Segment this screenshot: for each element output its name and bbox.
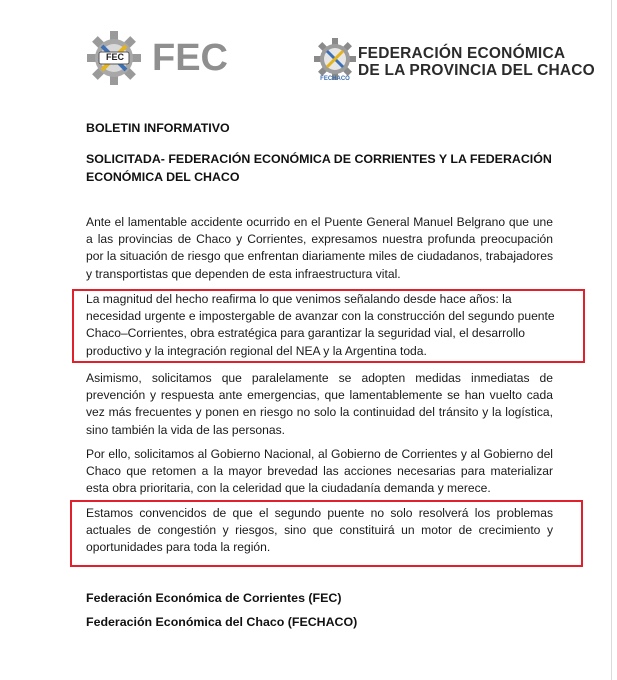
paragraph-2: La magnitud del hecho reafirma lo que venimos señalando desde hace años: la necesidad urgente e impostergable de avanzar con la construcción del segundo puente Chaco–Corrientes, obra estratégica para garantizar la seguridad vial, el desarrollo productivo y la integración regional del NEA y la Argentina toda. — [86, 292, 555, 358]
paragraph-4: Por ello, solicitamos al Gobierno Nacional, al Gobierno de Corrientes y al Gobierno del Chaco que retomen a la mayor brevedad las acciones necesarias para materializar esta obra prioritaria, con la celeridad que la ciudadanía demanda y merece. — [86, 447, 553, 496]
fechaco-gear-logo — [313, 37, 357, 81]
document-title — [86, 150, 552, 186]
document-title-line-2: ECONÓMICA DEL CHACO — [86, 170, 240, 184]
document-label: BOLETIN INFORMATIVO — [86, 121, 230, 135]
fec-badge-text: FEC — [106, 52, 124, 62]
signature-fechaco: Federación Económica del Chaco (FECHACO) — [86, 615, 358, 629]
signature-fec: Federación Económica de Corrientes (FEC) — [86, 591, 342, 605]
fechaco-logo-text — [358, 45, 595, 79]
paragraph-1: Ante el lamentable accidente ocurrido en el Puente General Manuel Belgrano que une a las provincias de Chaco y Corrientes, expresamos nuestra profunda preocupación por la situación de riesgo que enfrentan diariamente miles de ciudadanos, trabajadores y transportistas que dependen de esta infraestructura vital. — [86, 215, 553, 281]
fechaco-badge-text: FECHACO — [320, 76, 350, 82]
fechaco-line-1: FEDERACIÓN ECONÓMICA — [358, 45, 566, 62]
fechaco-line-2: DE LA PROVINCIA DEL CHACO — [358, 62, 595, 79]
document-title-line-1: SOLICITADA- FEDERACIÓN ECONÓMICA DE CORRIENTES Y LA FEDERACIÓN — [86, 152, 552, 166]
paragraph-3: Asimismo, solicitamos que paralelamente se adopten medidas inmediatas de prevención y respuesta ante emergencias, que lamentablemente se han vuelto cada vez más frecuentes y ponen en riesgo no solo la continuidad del tránsito y la logística, sino también la vida de las personas. — [86, 371, 553, 437]
paragraph-5: Estamos convencidos de que el segundo puente no solo resolverá los problemas actuales de congestión y riesgos, sino que constituirá un motor de crecimiento y oportunidades para toda la región. — [86, 506, 553, 555]
fec-logo-text: FEC — [152, 37, 228, 79]
